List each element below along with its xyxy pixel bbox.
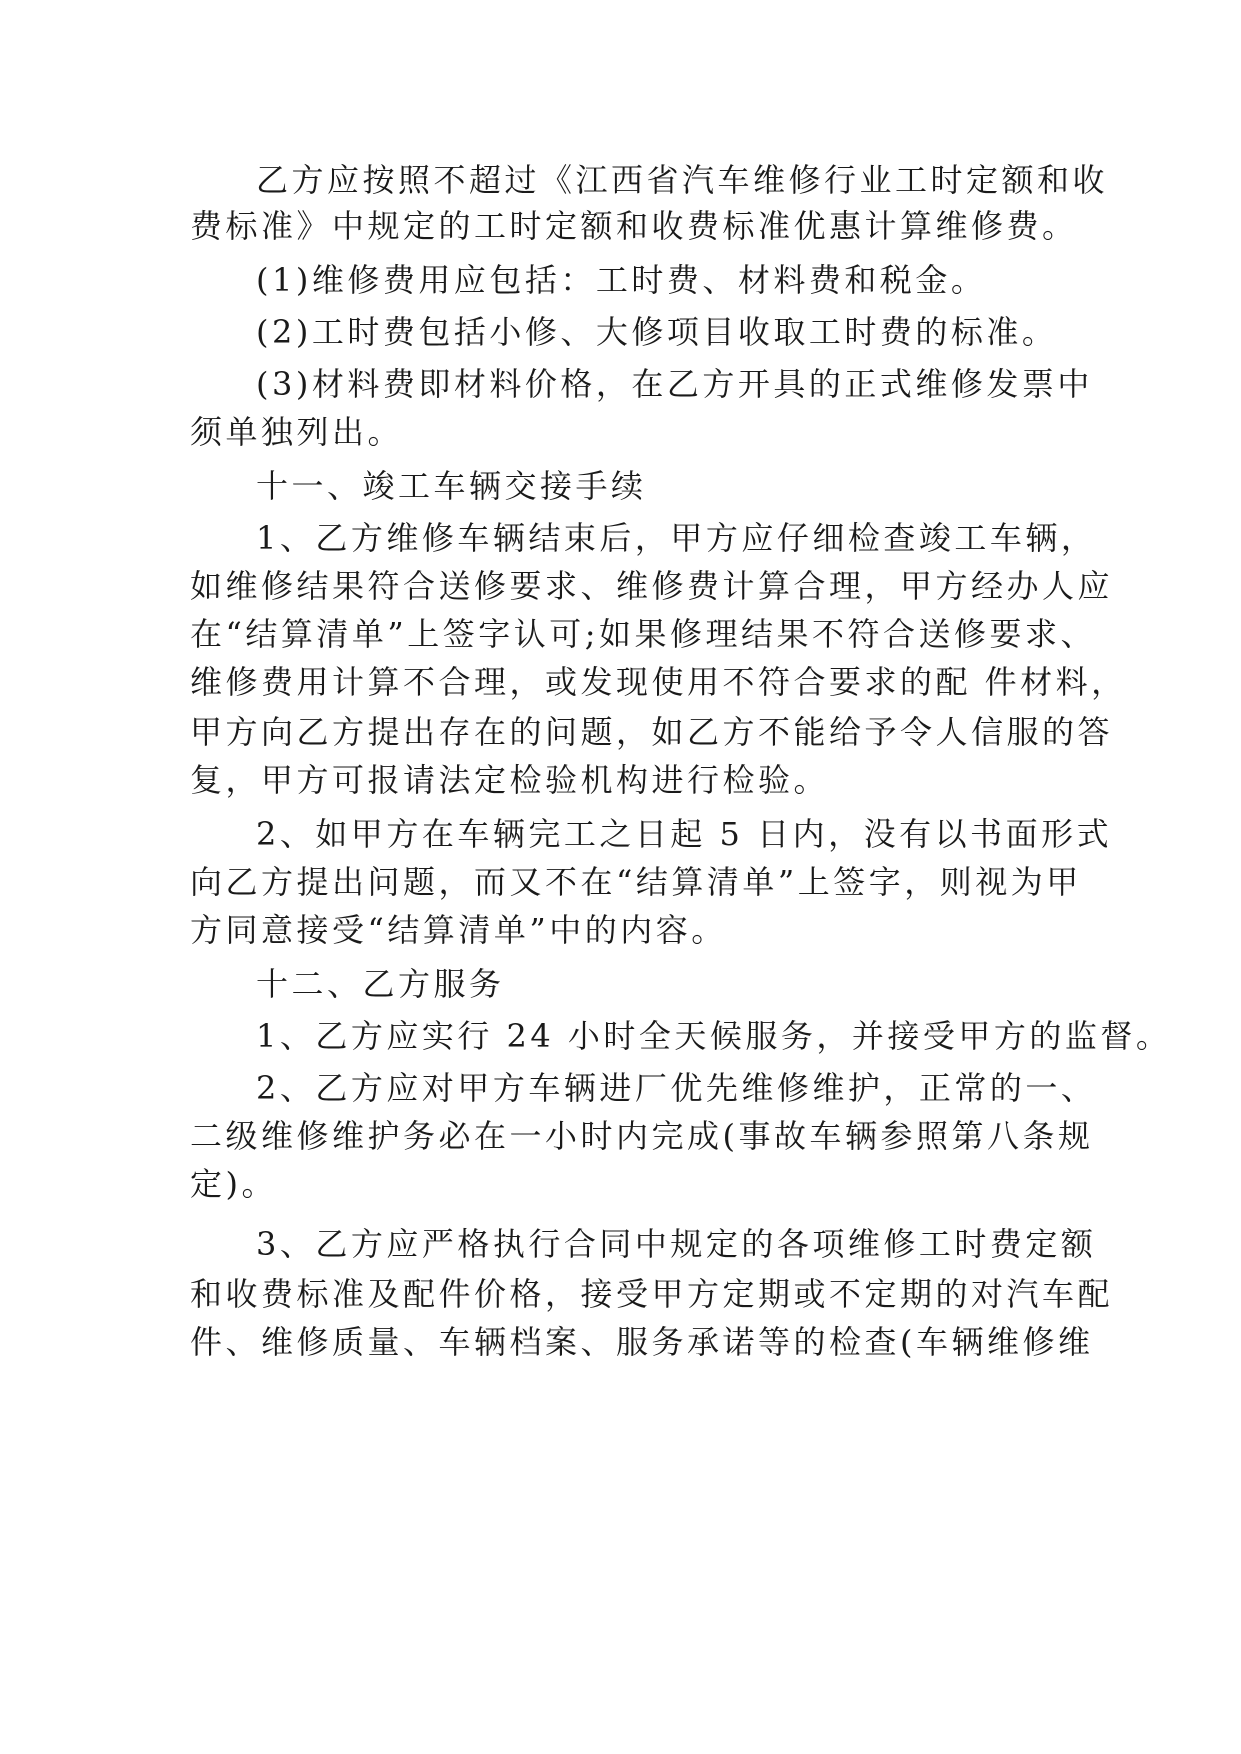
body-line: (3)材料费即材料价格，在乙方开具的正式维修发票中 — [256, 365, 1093, 403]
body-line: 1、乙方应实行 24 小时全天候服务，并接受甲方的监督。 — [256, 1017, 1172, 1055]
body-line: 维修费用计算不合理，或发现使用不符合要求的配 件材料， — [190, 663, 1127, 701]
body-line: (1)维修费用应包括：工时费、材料费和税金。 — [256, 261, 987, 299]
body-line: 复，甲方可报请法定检验机构进行检验。 — [190, 761, 830, 799]
body-line: 须单独列出。 — [190, 413, 404, 451]
body-line: 向乙方提出问题，而又不在“结算清单”上签字，则视为甲 — [190, 863, 1082, 901]
body-line: (2)工时费包括小修、大修项目收取工时费的标准。 — [256, 313, 1058, 351]
section-heading: 十一、竣工车辆交接手续 — [256, 467, 647, 505]
body-line: 2、乙方应对甲方车辆进厂优先维修维护，正常的一、 — [256, 1069, 1097, 1107]
body-line: 1、乙方维修车辆结束后，甲方应仔细检查竣工车辆， — [256, 519, 1097, 557]
body-line: 定)。 — [190, 1165, 277, 1203]
body-line: 二级维修维护务必在一小时内完成(事故车辆参照第八条规 — [190, 1117, 1094, 1155]
body-line: 费标准》中规定的工时定额和收费标准优惠计算维修费。 — [190, 207, 1078, 245]
body-line: 在“结算清单”上签字认可;如果修理结果不符合送修要求、 — [190, 615, 1097, 653]
section-heading: 十二、乙方服务 — [256, 965, 505, 1003]
body-line: 3、乙方应严格执行合同中规定的各项维修工时费定额 — [256, 1225, 1097, 1263]
body-line: 如维修结果符合送修要求、维修费计算合理，甲方经办人应 — [190, 567, 1114, 605]
body-line: 2、如甲方在车辆完工之日起 5 日内，没有以书面形式 — [256, 815, 1113, 853]
body-line: 方同意接受“结算清单”中的内容。 — [190, 911, 727, 949]
body-line: 和收费标准及配件价格，接受甲方定期或不定期的对汽车配 — [190, 1275, 1114, 1313]
body-line: 件、维修质量、车辆档案、服务承诺等的检查(车辆维修维 — [190, 1323, 1094, 1361]
body-line: 甲方向乙方提出存在的问题，如乙方不能给予令人信服的答 — [190, 713, 1114, 751]
body-line: 乙方应按照不超过《江西省汽车维修行业工时定额和收 — [256, 161, 1109, 199]
